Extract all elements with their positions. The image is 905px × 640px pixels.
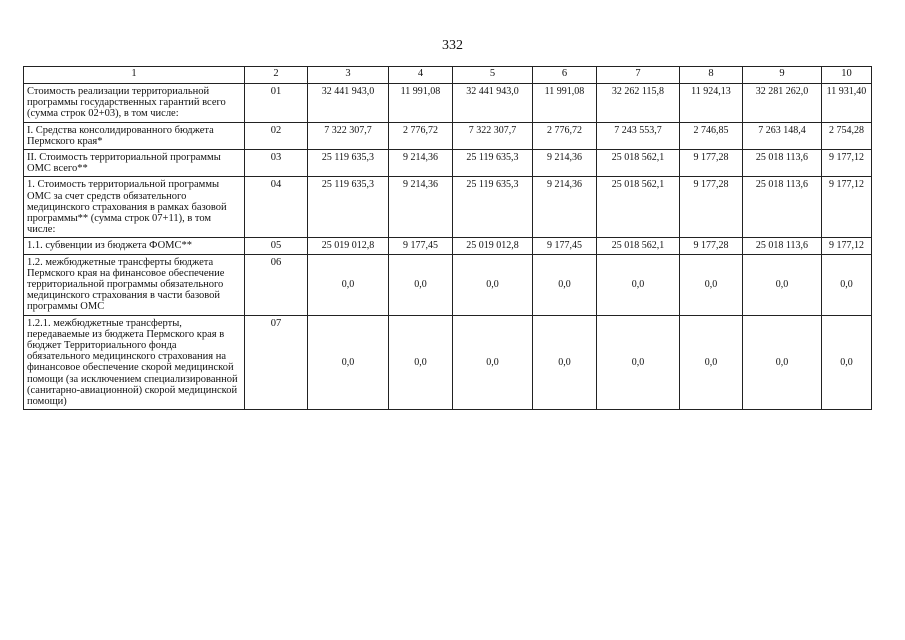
column-header: 8	[680, 67, 743, 84]
value-cell: 11 931,40	[822, 84, 872, 123]
value-cell: 7 322 307,7	[308, 122, 389, 149]
row-code-cell: 07	[245, 315, 308, 410]
value-cell: 9 177,12	[822, 150, 872, 177]
value-cell: 0,0	[680, 254, 743, 315]
value-cell: 0,0	[533, 254, 597, 315]
value-cell: 32 262 115,8	[597, 84, 680, 123]
row-name-cell: Стоимость реализации территориальной программы государственных гарантий всего (сумма строк 02+03), в том числе:	[24, 84, 245, 123]
value-cell: 25 019 012,8	[453, 238, 533, 254]
value-cell: 2 776,72	[533, 122, 597, 149]
value-cell: 0,0	[597, 315, 680, 410]
row-code-cell: 01	[245, 84, 308, 123]
value-cell: 9 177,28	[680, 150, 743, 177]
row-code-cell: 03	[245, 150, 308, 177]
table-row	[24, 238, 872, 254]
row-name-cell: 1.2. межбюджетные трансферты бюджета Пермского края на финансовое обеспечение территориальной программы обязательного медицинского страхования в части базовой программы ОМС	[24, 254, 245, 315]
header-row	[24, 67, 872, 84]
value-cell: 9 177,12	[822, 177, 872, 238]
value-cell: 0,0	[743, 315, 822, 410]
value-cell: 9 214,36	[389, 150, 453, 177]
value-cell: 32 441 943,0	[453, 84, 533, 123]
table-body	[24, 84, 872, 410]
value-cell: 0,0	[822, 315, 872, 410]
table-row	[24, 84, 872, 123]
row-name-cell: I. Средства консолидированного бюджета Пермского края*	[24, 122, 245, 149]
value-cell: 0,0	[453, 315, 533, 410]
value-cell: 9 177,45	[533, 238, 597, 254]
value-cell: 0,0	[308, 315, 389, 410]
value-cell: 25 019 012,8	[308, 238, 389, 254]
column-header: 3	[308, 67, 389, 84]
value-cell: 0,0	[389, 315, 453, 410]
value-cell: 2 754,28	[822, 122, 872, 149]
value-cell: 2 746,85	[680, 122, 743, 149]
value-cell: 9 214,36	[533, 150, 597, 177]
value-cell: 25 018 113,6	[743, 177, 822, 238]
value-cell: 25 018 562,1	[597, 150, 680, 177]
column-header: 2	[245, 67, 308, 84]
table-row	[24, 177, 872, 238]
column-header: 5	[453, 67, 533, 84]
column-header: 6	[533, 67, 597, 84]
table-row	[24, 150, 872, 177]
value-cell: 9 177,12	[822, 238, 872, 254]
value-cell: 9 214,36	[533, 177, 597, 238]
value-cell: 11 924,13	[680, 84, 743, 123]
value-cell: 25 018 113,6	[743, 238, 822, 254]
column-header: 1	[24, 67, 245, 84]
table-row	[24, 254, 872, 315]
value-cell: 0,0	[308, 254, 389, 315]
row-name-cell: II. Стоимость территориальной программы ОМС всего**	[24, 150, 245, 177]
value-cell: 9 177,28	[680, 177, 743, 238]
value-cell: 25 119 635,3	[453, 150, 533, 177]
value-cell: 0,0	[743, 254, 822, 315]
column-header: 7	[597, 67, 680, 84]
value-cell: 25 119 635,3	[308, 150, 389, 177]
column-header: 4	[389, 67, 453, 84]
value-cell: 0,0	[822, 254, 872, 315]
value-cell: 25 018 113,6	[743, 150, 822, 177]
value-cell: 25 018 562,1	[597, 177, 680, 238]
value-cell: 9 214,36	[389, 177, 453, 238]
budget-table	[23, 66, 872, 410]
row-name-cell: 1. Стоимость территориальной программы ОМС за счет средств обязательного медицинского страхования в рамках базовой программы** (сумма строк 07+11), в том числе:	[24, 177, 245, 238]
value-cell: 11 991,08	[389, 84, 453, 123]
row-code-cell: 02	[245, 122, 308, 149]
value-cell: 7 263 148,4	[743, 122, 822, 149]
value-cell: 2 776,72	[389, 122, 453, 149]
value-cell: 0,0	[453, 254, 533, 315]
value-cell: 32 281 262,0	[743, 84, 822, 123]
value-cell: 32 441 943,0	[308, 84, 389, 123]
value-cell: 11 991,08	[533, 84, 597, 123]
value-cell: 0,0	[389, 254, 453, 315]
page-number: 332	[442, 38, 463, 53]
row-code-cell: 04	[245, 177, 308, 238]
value-cell: 7 322 307,7	[453, 122, 533, 149]
row-name-cell: 1.1. субвенции из бюджета ФОМС**	[24, 238, 245, 254]
value-cell: 9 177,45	[389, 238, 453, 254]
value-cell: 0,0	[533, 315, 597, 410]
table-row	[24, 315, 872, 410]
value-cell: 0,0	[597, 254, 680, 315]
value-cell: 25 119 635,3	[453, 177, 533, 238]
value-cell: 7 243 553,7	[597, 122, 680, 149]
column-header: 10	[822, 67, 872, 84]
value-cell: 0,0	[680, 315, 743, 410]
row-code-cell: 05	[245, 238, 308, 254]
value-cell: 25 119 635,3	[308, 177, 389, 238]
row-name-cell: 1.2.1. межбюджетные трансферты, передаваемые из бюджета Пермского края в бюджет Территориального фонда обязательного медицинского страхования на финансовое обеспечение скорой медицинской помощи (за исключением специализированной (санитарно-авиационной) скорой медицинской помощи)	[24, 315, 245, 410]
value-cell: 25 018 562,1	[597, 238, 680, 254]
row-code-cell: 06	[245, 254, 308, 315]
table-row	[24, 122, 872, 149]
column-header: 9	[743, 67, 822, 84]
value-cell: 9 177,28	[680, 238, 743, 254]
